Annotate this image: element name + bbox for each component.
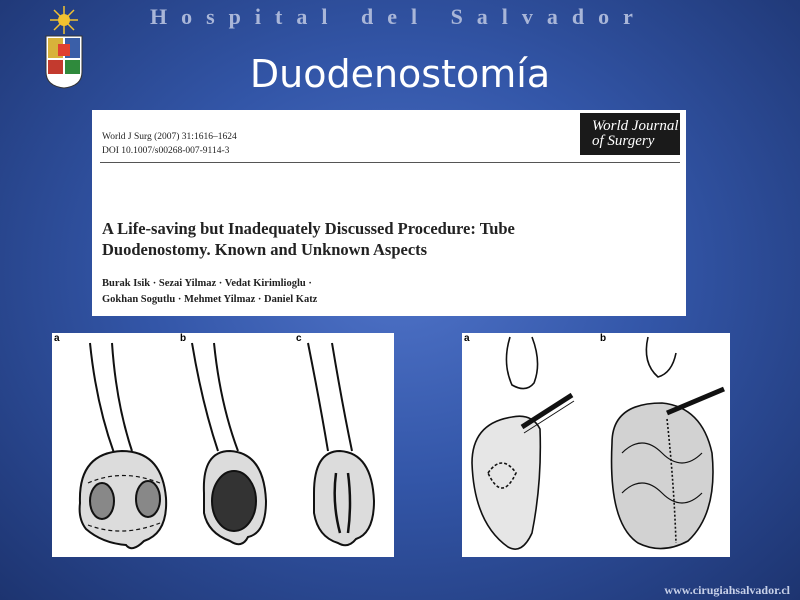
duodenum-suture-sketch-b [612,337,724,549]
figure1-label-c: c [296,333,302,344]
duodenum-sketch-a [80,343,167,548]
figure2-label-a: a [464,333,470,344]
figure1-label-a: a [54,333,60,344]
slide-title: Duodenostomía [249,52,551,96]
journal-logo-line2: of Surgery [592,133,655,149]
duodenostomy-illustration-suture [462,333,730,557]
article-title-line2: Duodenostomy. Known and Unknown Aspects [102,240,428,259]
figure1-label-b: b [180,333,187,344]
figure2-label-b: b [600,333,607,344]
article-title [102,218,662,260]
star-emblem-icon [50,6,78,34]
duodenum-suture-sketch-a [472,337,574,549]
duodenum-sketch-b [192,343,266,544]
paper-divider [100,162,680,163]
authors-line1: Burak Isik · Sezai Yilmaz · Vedat Kirimlioglu · [102,278,312,289]
citation-doi-line: DOI 10.1007/s00268-007-9114-3 [102,146,230,156]
authors-line2: Gokhan Sogutlu · Mehmet Yilmaz · Daniel Katz [102,294,318,305]
citation-journal-line: World J Surg (2007) 31:1616–1624 [102,132,237,142]
footer-website: www.cirugiahsalvador.cl [664,583,790,597]
article-title-line1: A Life-saving but Inadequately Discussed Procedure: Tube [102,219,515,238]
journal-logo [580,113,680,155]
duodenostomy-illustration-abc [52,333,394,557]
duodenum-sketch-c [308,343,374,545]
journal-logo-line1: World Journal [592,118,679,134]
paper-header-image [92,110,686,316]
header-institution-name: Hospital del Salvador [150,4,647,29]
article-authors [102,276,662,308]
paper-citation [102,130,237,158]
